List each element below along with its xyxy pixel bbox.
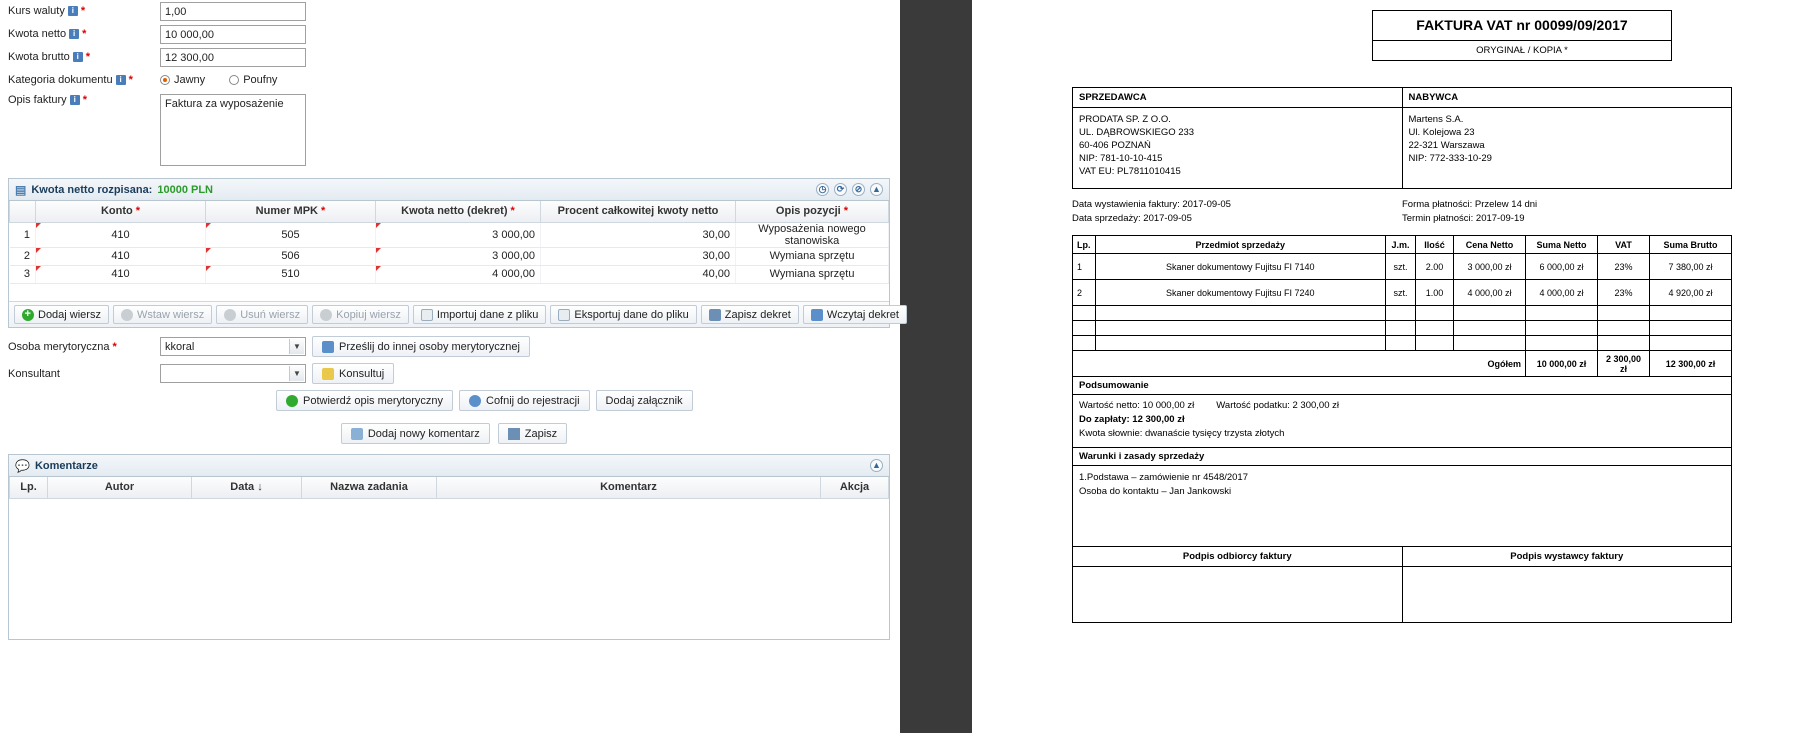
insert-row-button[interactable] [113,305,212,324]
clear-icon[interactable]: ⊘ [852,183,865,196]
cell-kwota[interactable]: 4 000,00 [376,265,541,283]
load-dekret-label: Wczytaj dekret [826,308,899,321]
empty-cell [1526,306,1598,321]
netto-header-left [15,183,213,197]
cell-procent[interactable]: 40,00 [541,265,736,283]
cell-kwota[interactable]: 3 000,00 [376,247,541,265]
required-marker: * [82,94,87,106]
save-dekret-button[interactable] [701,305,799,324]
invoice-items-header-row [1073,236,1732,254]
cell-opis[interactable]: Wymiana sprzętu [736,265,889,283]
col-cena-netto: Cena Netto [1454,236,1526,254]
copy-row-button[interactable] [312,305,409,324]
item-price: 3 000,00 zł [1454,254,1526,280]
table-row[interactable] [10,265,889,283]
invoice-item-row [1073,280,1732,306]
item-vat: 23% [1598,254,1650,280]
empty-cell [1416,321,1454,336]
radio-poufny[interactable] [229,75,239,85]
invoice-preview-panel [972,0,1814,733]
required-marker: * [840,205,849,218]
assignment-area [0,328,900,444]
info-icon[interactable]: i [73,52,83,62]
label-konsultant [8,368,160,380]
signature-space [1073,566,1731,622]
netto-section-amount: 10000 PLN [157,183,214,196]
empty-cell [1526,336,1598,351]
select-konsultant[interactable] [160,364,306,383]
seller-line: NIP: 781-10-10-415 [1079,153,1163,164]
comments-grid [9,477,889,499]
invoice-dates-right [1402,198,1732,226]
cell-konto[interactable]: 410 [36,222,206,247]
invoice-item-row [1073,254,1732,280]
import-data-button[interactable] [413,305,547,324]
revert-to-registration-button[interactable] [459,390,590,411]
radio-jawny[interactable] [160,75,170,85]
refresh-icon[interactable]: ⟳ [834,183,847,196]
empty-cell [1650,336,1732,351]
comments-header-icons [870,459,883,472]
terms-head: Warunki i zasady sprzedaży [1073,447,1731,466]
attach-button-label: Dodaj załącznik [605,394,683,407]
check-icon [286,395,298,407]
col-vat: VAT [1598,236,1650,254]
invoice-document [1072,10,1732,623]
required-marker: * [80,5,86,17]
buyer-line: 22-321 Warszawa [1408,140,1485,151]
terms-line: 1.Podstawa – zamówienie nr 4548/2017 [1079,472,1249,483]
buyer-line: Martens S.A. [1408,114,1464,125]
col-nazwa-zadania[interactable]: Nazwa zadania [302,477,437,498]
col-rownum [10,201,36,222]
empty-cell [1386,306,1416,321]
empty-cell [1073,336,1096,351]
save-dekret-label: Zapisz dekret [724,308,791,321]
add-new-comment-button[interactable] [341,423,490,444]
payment-form: Forma płatności: Przelew 14 dni [1402,199,1538,210]
save-icon [508,428,520,440]
summary-body [1073,395,1731,447]
seller-line: VAT EU: PL7811010415 [1079,166,1181,177]
comment-bubble-icon: 💬 [15,458,30,473]
info-icon[interactable]: i [70,95,80,105]
invoice-parties [1072,87,1732,189]
insert-icon [121,309,133,321]
summary-words: Kwota słownie: dwanaście tysięcy trzysta złotych [1079,428,1285,439]
total-vat: 2 300,00 zł [1598,351,1650,377]
summary-amounts [1079,399,1725,413]
empty-cell [1650,321,1732,336]
item-name: Skaner dokumentowy Fujitsu FI 7140 [1095,254,1386,280]
field-label-text: Kategoria dokumentu [8,74,113,86]
add-row-label: Dodaj wiersz [38,308,101,321]
document-icon: ▤ [15,182,27,197]
insert-row-label: Wstaw wiersz [136,308,205,321]
input-kwota-brutto[interactable]: 12 300,00 [160,48,306,67]
comments-header-left [15,459,98,473]
comments-header-row [10,477,889,498]
signature-issuer-label: Podpis wystawcy faktury [1402,547,1732,566]
comments-grid-header [10,477,889,498]
signature-issuer-area [1402,567,1732,622]
table-row[interactable] [10,247,889,265]
invoice-subtitle: ORYGINAŁ / KOPIA * [1476,45,1568,56]
cell-kwota[interactable]: 3 000,00 [376,222,541,247]
cell-procent[interactable]: 30,00 [541,247,736,265]
add-attachment-button[interactable] [596,390,693,411]
buyer-line: Ul. Kolejowa 23 [1408,127,1475,138]
col-opis[interactable] [736,201,889,222]
invoice-dates-left [1072,198,1402,226]
item-gross: 4 920,00 zł [1650,280,1732,306]
terms-body [1073,466,1731,546]
netto-grid [9,201,889,301]
invoice-empty-row [1073,321,1732,336]
delete-row-button[interactable] [216,305,308,324]
invoice-items-body [1073,254,1732,377]
col-lp: Lp. [1073,236,1096,254]
cell-konto[interactable]: 410 [36,247,206,265]
save-button[interactable] [498,423,567,444]
empty-cell [1095,306,1386,321]
netto-grid-body [10,222,889,301]
select-value: kkoral [165,341,195,353]
load-icon [811,309,823,321]
payment-term: Termin płatności: 2017-09-19 [1402,213,1525,224]
delete-icon [224,309,236,321]
item-qty: 2.00 [1416,254,1454,280]
invoice-form-panel [0,0,900,733]
empty-cell [1526,321,1598,336]
seller-line: UL. DĄBROWSKIEGO 233 [1079,127,1195,138]
invoice-dates [1072,198,1732,226]
empty-cell [1386,321,1416,336]
field-label-text: Opis faktury [8,94,67,106]
col-data[interactable]: Data ↓ [192,477,302,498]
comments-section-header [9,455,889,477]
grid-empty-space [10,283,889,301]
info-icon[interactable]: i [116,75,126,85]
invoice-summary-wrap [1072,377,1732,623]
netto-grid-toolbar [9,301,899,327]
radio-group-kategoria [160,74,297,86]
buyer-body [1403,108,1732,186]
row-konsultant [8,363,900,384]
col-mpk[interactable] [206,201,376,222]
netto-header-icons [816,183,883,196]
summary-tax: Wartość podatku: 2 300,00 zł [1216,400,1339,411]
cell-procent[interactable]: 30,00 [541,222,736,247]
history-icon[interactable]: ◷ [816,183,829,196]
comments-section [8,454,890,640]
cell-konto[interactable]: 410 [36,265,206,283]
sale-date: Data sprzedaży: 2017-09-05 [1072,213,1192,224]
col-akcja[interactable]: Akcja [821,477,889,498]
required-marker: * [318,205,326,218]
signature-receiver-label: Podpis odbiorcy faktury [1182,551,1292,562]
col-przedmiot: Przedmiot sprzedaży [1095,236,1386,254]
col-autor[interactable]: Autor [48,477,192,498]
collapse-icon[interactable]: ▲ [870,459,883,472]
label-text: Osoba merytoryczna [8,340,110,353]
label-opis-faktury [8,94,160,106]
import-data-label: Importuj dane z pliku [436,308,539,321]
empty-cell [1598,321,1650,336]
invoice-empty-row [1073,306,1732,321]
cell-mpk[interactable]: 505 [206,222,376,247]
chevron-down-icon[interactable]: ▼ [289,366,304,381]
invoice-total-row [1073,351,1732,377]
comments-empty-body [9,499,889,639]
undo-icon [469,395,481,407]
load-dekret-button[interactable] [803,305,907,324]
field-label-text: Kwota netto [8,28,67,40]
collapse-icon[interactable]: ▲ [870,183,883,196]
col-kwota-label: Kwota netto (dekret) [401,205,508,218]
summary-to-pay: Do zapłaty: 12 300,00 zł [1079,414,1185,425]
panel-divider[interactable] [900,0,972,733]
required-marker: * [507,205,515,218]
plus-icon [22,309,34,321]
col-konto-label: Konto [100,205,133,218]
col-mpk-label: Numer MPK [255,205,318,218]
invoice-buyer [1402,88,1732,188]
cell-rownum: 1 [10,222,36,247]
total-net: 10 000,00 zł [1526,351,1598,377]
info-icon[interactable]: i [68,6,78,16]
item-name: Skaner dokumentowy Fujitsu FI 7240 [1095,280,1386,306]
netto-header-row [10,201,889,222]
required-marker: * [82,28,87,40]
col-jm: J.m. [1386,236,1416,254]
field-row-kurs-waluty [0,0,900,22]
col-suma-netto: Suma Netto [1526,236,1598,254]
export-data-label: Eksportuj dane do pliku [574,308,689,321]
add-row-button[interactable] [14,305,109,324]
cell-rownum: 3 [10,265,36,283]
empty-cell [1650,306,1732,321]
empty-cell [1095,321,1386,336]
field-label-text: Kurs waluty [8,5,65,17]
row-osoba-merytoryczna [8,336,900,357]
consult-button[interactable] [312,363,394,384]
assignment-action-row [166,390,900,411]
seller-body [1073,108,1402,188]
label-kwota-brutto [8,51,160,63]
netto-breakdown-section [8,178,899,328]
seller-head: SPRZEDAWCA [1073,88,1402,108]
signature-receiver-area [1073,567,1402,622]
label-kategoria-dokumentu [8,74,160,86]
invoice-title-box [1372,10,1672,61]
cell-mpk[interactable]: 510 [206,265,376,283]
table-row[interactable] [10,222,889,247]
label-text: Konsultant [8,367,60,380]
chat-icon [322,368,334,380]
invoice-title: FAKTURA VAT nr 00099/09/2017 [1373,11,1671,41]
col-opis-label: Opis pozycji [775,205,841,218]
invoice-seller [1073,88,1402,188]
save-button-label: Zapisz [524,427,558,440]
forward-button-label: Prześlij do innej osoby merytorycznej [339,340,520,353]
forward-to-other-person-button[interactable] [312,336,530,357]
revert-button-label: Cofnij do rejestracji [486,394,580,407]
buyer-line: NIP: 772-333-10-29 [1408,153,1492,164]
netto-section-header [9,179,889,201]
export-data-button[interactable] [550,305,696,324]
terms-line: Osoba do kontaktu – Jan Jankowski [1079,486,1232,497]
radio-label-poufny: Poufny [243,74,278,86]
empty-cell [1416,306,1454,321]
required-marker: * [85,51,91,63]
cell-opis[interactable]: Wyposażenia nowego stanowiska [736,222,889,247]
item-jm: szt. [1386,280,1416,306]
item-lp: 2 [1073,280,1096,306]
invoice-items-header [1073,236,1732,254]
consult-button-label: Konsultuj [339,367,385,380]
item-lp: 1 [1073,254,1096,280]
forward-icon [322,341,334,353]
seller-line: PRODATA SP. Z O.O. [1079,114,1171,125]
select-osoba-merytoryczna[interactable] [160,337,306,356]
item-jm: szt. [1386,254,1416,280]
issue-date: Data wystawienia faktury: 2017-09-05 [1072,199,1231,210]
required-marker: * [132,205,141,218]
delete-row-label: Usuń wiersz [240,308,301,321]
required-marker: * [112,340,117,353]
cell-mpk[interactable]: 506 [206,247,376,265]
empty-cell [1095,336,1386,351]
item-gross: 7 380,00 zł [1650,254,1732,280]
signature-headers [1073,546,1731,566]
empty-cell [1073,321,1096,336]
comment-icon [351,428,363,440]
copy-icon [320,309,332,321]
col-kwota[interactable] [376,201,541,222]
col-ilosc: Ilość [1416,236,1454,254]
empty-cell [1416,336,1454,351]
confirm-description-button[interactable] [276,390,453,411]
col-lp[interactable]: Lp. [10,477,48,498]
label-osoba-merytoryczna [8,341,160,353]
buyer-head: NABYWCA [1403,88,1732,108]
netto-grid-header [10,201,889,222]
total-label: Ogółem [1073,351,1526,377]
empty-cell [1454,321,1526,336]
comments-section-title: Komentarze [34,459,98,472]
item-price: 4 000,00 zł [1454,280,1526,306]
copy-row-label: Kopiuj wiersz [336,308,401,321]
textarea-opis-faktury[interactable]: Faktura za wyposażenie [160,94,306,166]
input-kurs-waluty[interactable]: 1,00 [160,2,306,21]
col-suma-brutto: Suma Brutto [1650,236,1732,254]
seller-line: 60-406 POZNAŃ [1079,140,1151,151]
col-konto[interactable] [36,201,206,222]
add-comment-label: Dodaj nowy komentarz [367,427,480,440]
item-net: 4 000,00 zł [1526,280,1598,306]
field-row-kategoria-dokumentu [0,69,900,91]
summary-net: Wartość netto: 10 000,00 zł [1079,400,1195,411]
input-kwota-netto[interactable]: 10 000,00 [160,25,306,44]
summary-head: Podsumowanie [1073,377,1731,395]
empty-cell [1454,306,1526,321]
required-marker: * [128,74,133,86]
export-icon [558,309,570,321]
item-net: 6 000,00 zł [1526,254,1598,280]
import-icon [421,309,433,321]
empty-cell [1073,306,1096,321]
field-row-kwota-netto [0,23,900,45]
save-icon [709,309,721,321]
grid-filler-row [10,283,889,301]
field-row-kwota-brutto [0,46,900,68]
col-komentarz[interactable]: Komentarz [437,477,821,498]
field-label-text: Kwota brutto [8,51,70,63]
radio-label-jawny: Jawny [174,74,206,86]
invoice-empty-row [1073,336,1732,351]
empty-cell [1598,306,1650,321]
chevron-down-icon[interactable]: ▼ [289,339,304,354]
netto-section-title: Kwota netto rozpisana: [31,183,153,196]
empty-cell [1598,336,1650,351]
item-qty: 1.00 [1416,280,1454,306]
cell-rownum: 2 [10,247,36,265]
col-procent[interactable]: Procent całkowitej kwoty netto [541,201,736,222]
confirm-button-label: Potwierdź opis merytoryczny [303,394,443,407]
info-icon[interactable]: i [69,29,79,39]
label-kurs-waluty [8,5,160,17]
bottom-action-row [8,423,900,444]
invoice-items-table [1072,235,1732,377]
total-gross: 12 300,00 zł [1650,351,1732,377]
cell-opis[interactable]: Wymiana sprzętu [736,247,889,265]
empty-cell [1454,336,1526,351]
item-vat: 23% [1598,280,1650,306]
empty-cell [1386,336,1416,351]
field-row-opis-faktury [0,92,900,170]
label-kwota-netto [8,28,160,40]
